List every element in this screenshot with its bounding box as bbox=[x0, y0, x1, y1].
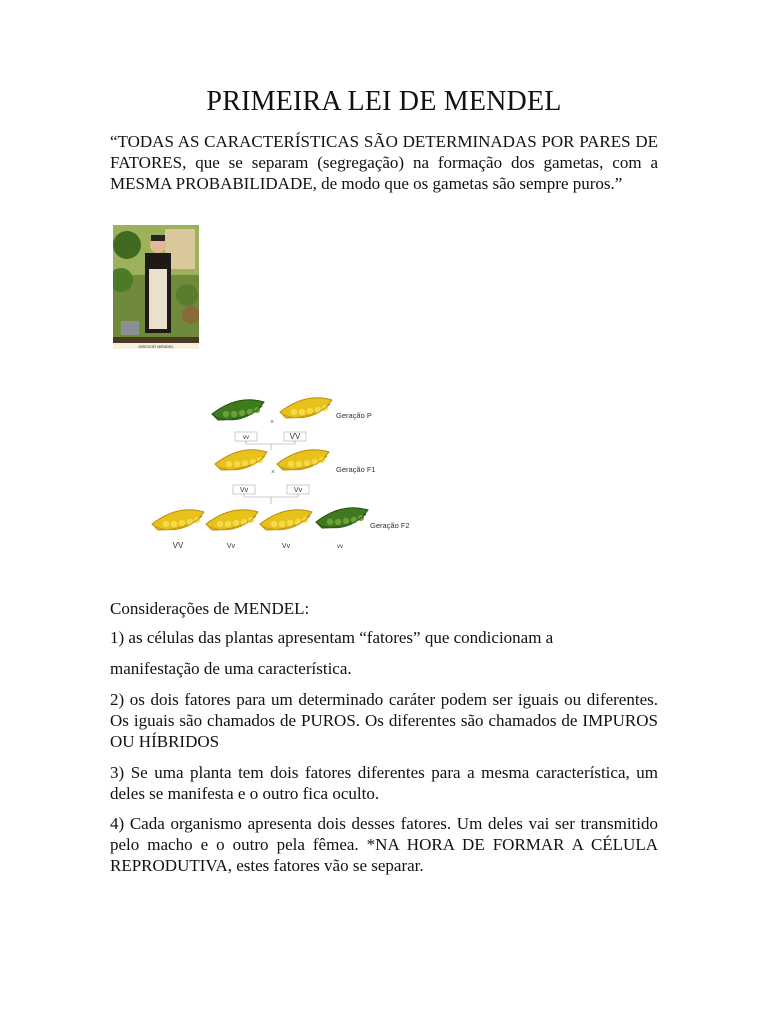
genotype-label-f2d: vv bbox=[337, 544, 343, 550]
pea-cross-diagram bbox=[140, 388, 430, 558]
mendel-law-quote: “TODAS AS CARACTERÍSTICAS SÃO DETERMINADAS POR PARES DE FATORES, que se separam (segregação) na formação dos gametas, com a MESMA PROBABILIDADE, de modo que os gametas são sempre puros.” bbox=[110, 132, 658, 193]
pea-pod-yellow-f1b bbox=[277, 450, 329, 470]
page-title: PRIMEIRA LEI DE MENDEL bbox=[206, 86, 562, 117]
item-1-line-1: 1) as células das plantas apresentam “fatores” que condicionam a bbox=[110, 628, 554, 647]
genotype-label-f2c: Vv bbox=[281, 543, 291, 550]
pea-pod-yellow-f2a bbox=[152, 510, 204, 530]
pea-pod-yellow-p bbox=[280, 398, 332, 418]
generation-f1-label: Geração F1 bbox=[336, 465, 376, 474]
item-2: 2) os dois fatores para um determinado caráter podem ser iguais ou diferentes. Os iguais são chamados de PUROS. Os diferentes são chamados de IMPUROS OU HÍBRIDOS bbox=[110, 690, 658, 751]
item-3: 3) Se uma planta tem dois fatores diferentes para a mesma característica, um deles se manifesta e o outro fica oculto. bbox=[110, 763, 658, 803]
genotype-label-f2b: Vv bbox=[226, 543, 236, 550]
cross-symbol-f1: × bbox=[271, 469, 276, 476]
genotype-label-p2: VV bbox=[289, 432, 301, 441]
genotype-label-f1b: Vv bbox=[293, 487, 303, 494]
pea-pod-green-p bbox=[212, 400, 264, 420]
mendel-portrait bbox=[113, 225, 199, 349]
pea-pod-yellow-f1a bbox=[215, 450, 267, 470]
genotype-label-f1a: Vv bbox=[239, 487, 249, 494]
cross-symbol-p: × bbox=[270, 419, 275, 426]
generation-f2-label: Geração F2 bbox=[370, 521, 410, 530]
genotype-label-p1: vv bbox=[243, 435, 249, 441]
pea-pod-yellow-f2c bbox=[260, 510, 312, 530]
considerations-heading: Considerações de MENDEL: bbox=[110, 599, 310, 618]
genotype-label-f2a: VV bbox=[172, 541, 184, 550]
generation-p-label: Geração P bbox=[336, 411, 372, 420]
item-4: 4) Cada organismo apresenta dois desses fatores. Um deles vai ser transmitido pelo macho e o outro pela fêmea. *NA HORA DE FORMAR A CÉLULA REPRODUTIVA, estes fatores vão se separar. bbox=[110, 814, 658, 875]
pea-pod-yellow-f2b bbox=[206, 510, 258, 530]
pea-pod-green-f2d bbox=[316, 508, 368, 528]
item-1-line-2: manifestação de uma característica. bbox=[110, 659, 352, 678]
portrait-caption: GREGOR MENDEL bbox=[138, 344, 174, 349]
